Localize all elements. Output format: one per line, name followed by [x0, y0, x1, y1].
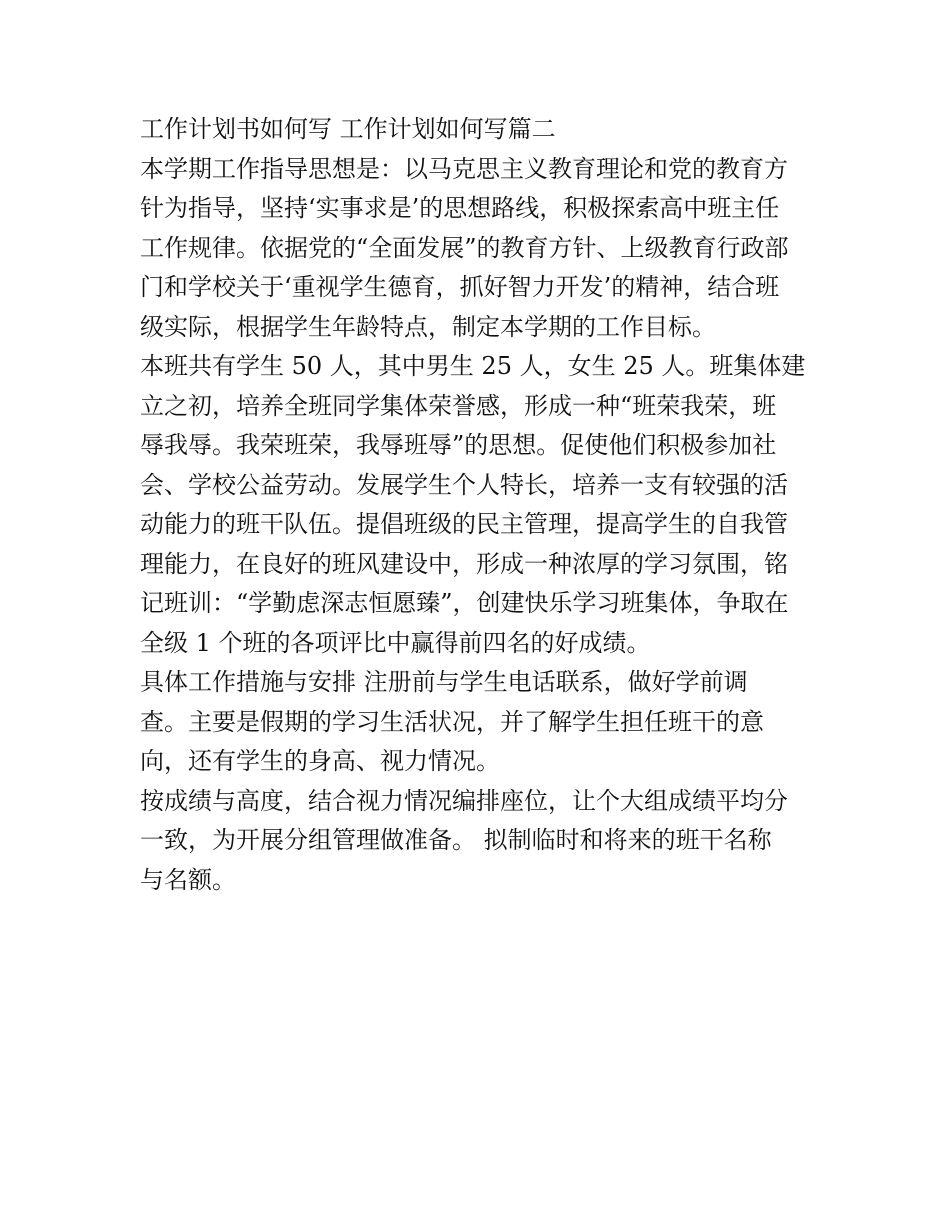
text-line: 本班共有学生 50 人，其中男生 25 人，女生 25 人。班集体建	[140, 352, 806, 380]
paragraph-seating	[140, 782, 820, 901]
paragraph-work-measures	[140, 663, 820, 782]
document-body	[140, 110, 820, 900]
text-line: 工作规律。依据党的“全面发展”的教育方针、上级教育行政部	[140, 233, 789, 262]
text-line: 理能力，在良好的班风建设中，形成一种浓厚的学习氛围，铭	[140, 549, 788, 578]
text-line: 查。主要是假期的学习生活状况，并了解学生担任班干的意	[140, 707, 764, 736]
text-line: 动能力的班干队伍。提倡班级的民主管理，提高学生的自我管	[140, 510, 788, 538]
text-line: 全级 1 个班的各项评比中赢得前四名的好成绩。	[140, 628, 651, 657]
text-line: 辱我辱。我荣班荣，我辱班辱”的思想。促使他们积极参加社	[140, 431, 777, 459]
text-line: 级实际，根据学生年龄特点，制定本学期的工作目标。	[140, 312, 716, 341]
text-line: 具体工作措施与安排 注册前与学生电话联系，做好学前调	[140, 668, 748, 696]
text-line: 一致，为开展分组管理做准备。 拟制临时和将来的班干名称	[140, 826, 772, 854]
text-line: 针为指导，坚持‘实事求是’的思想路线，积极探索高中班主任	[140, 194, 780, 222]
paragraph-class-overview	[140, 347, 820, 663]
paragraph-guiding-thought	[140, 150, 820, 348]
text-line: 与名额。	[140, 865, 236, 894]
text-line: 向，还有学生的身高、视力情况。	[140, 747, 500, 775]
text-line: 会、学校公益劳动。发展学生个人特长，培养一支有较强的活	[140, 470, 788, 499]
text-line: 本学期工作指导思想是：以马克思主义教育理论和党的教育方	[140, 154, 788, 183]
document-title: 工作计划书如何写 工作计划如何写篇二	[140, 115, 556, 143]
text-line: 按成绩与高度，结合视力情况编排座位，让个大组成绩平均分	[140, 786, 788, 815]
text-line: 门和学校关于‘重视学生德育，抓好智力开发’的精神，结合班	[140, 273, 780, 301]
text-line: 记班训：“学勤虑深志恒愿臻”，创建快乐学习班集体，争取在	[140, 589, 789, 617]
text-line: 立之初，培养全班同学集体荣誉感，形成一种“班荣我荣，班	[140, 391, 777, 420]
